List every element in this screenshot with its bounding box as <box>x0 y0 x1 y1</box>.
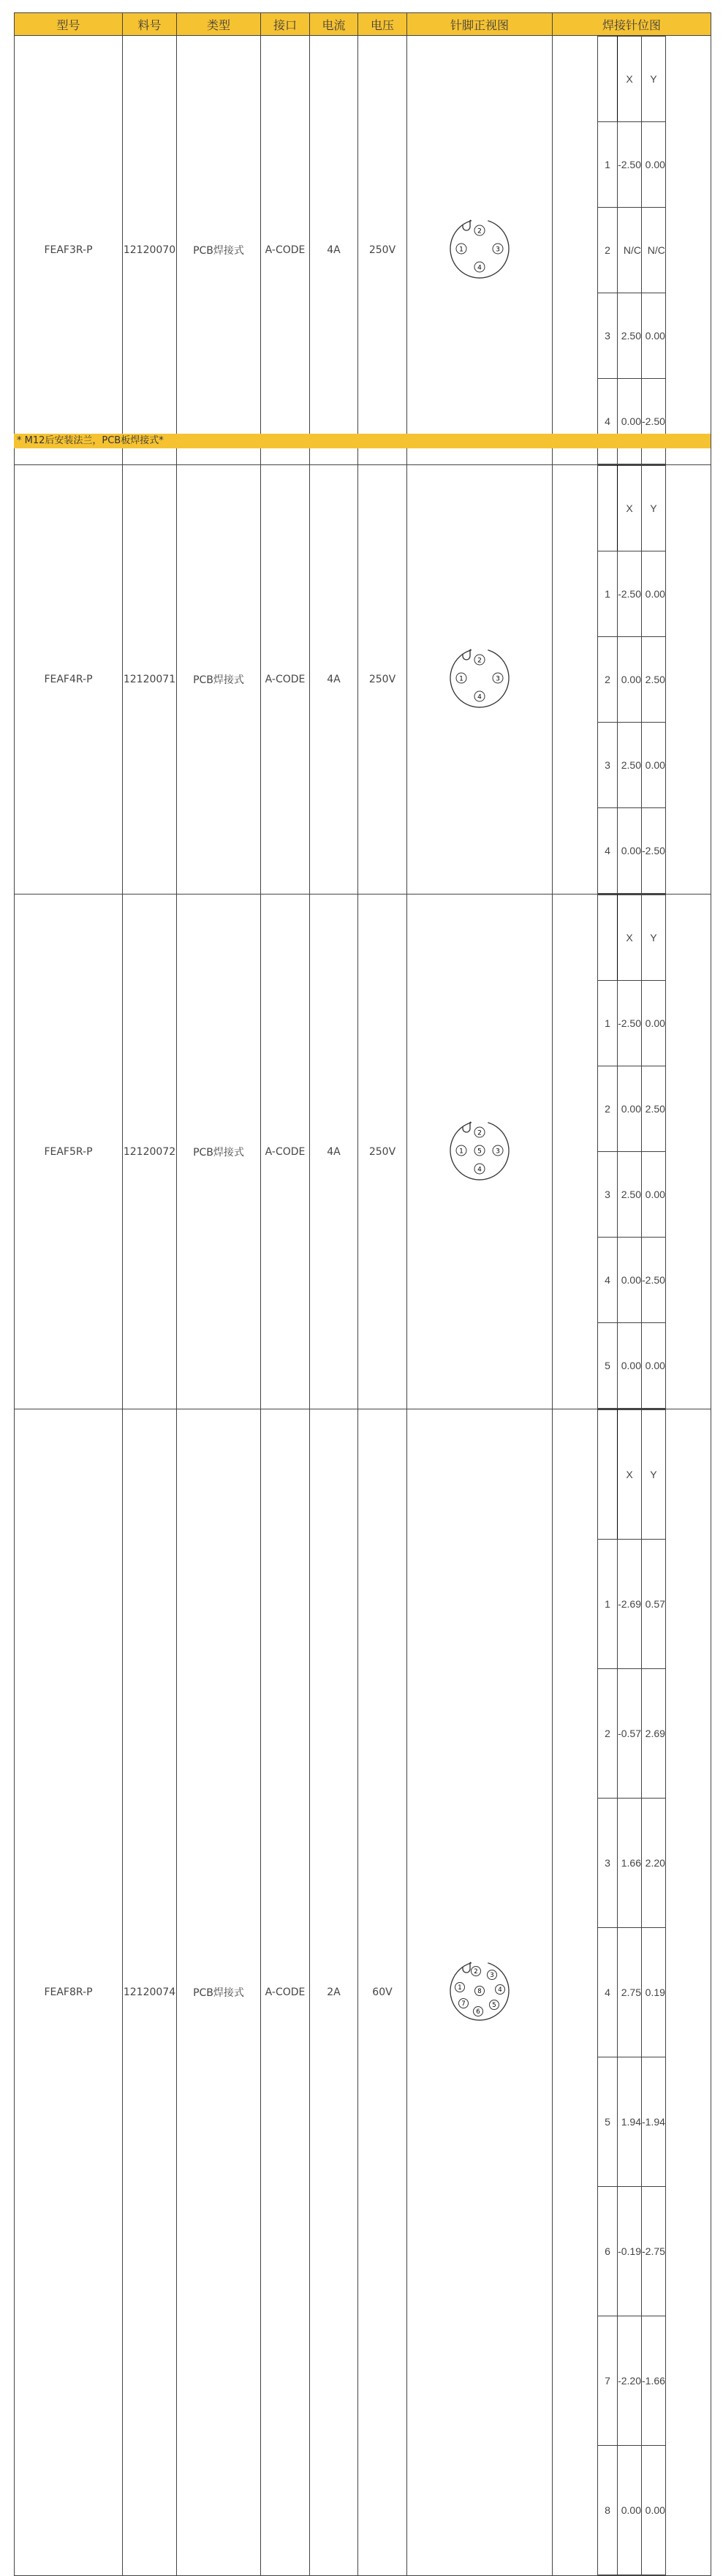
svg-text:1: 1 <box>459 675 463 683</box>
svg-text:2: 2 <box>474 1968 478 1976</box>
table-row <box>15 1409 711 2576</box>
pin-2 <box>474 655 485 665</box>
part-cell: 12120072 <box>123 895 177 1409</box>
svg-text:3: 3 <box>496 1148 500 1155</box>
pin-5 <box>474 1145 485 1156</box>
header-pin-front-view: 针脚正视图 <box>407 13 553 36</box>
voltage-cell: 250V <box>358 895 407 1409</box>
header-voltage: 电压 <box>358 13 407 36</box>
type-cell: PCB焊接式 <box>177 465 261 895</box>
pin-2 <box>474 225 485 236</box>
pin-3 <box>493 244 503 254</box>
svg-text:1: 1 <box>459 1148 463 1155</box>
pin-8 <box>475 1986 485 1996</box>
header-current: 电流 <box>310 13 358 36</box>
model-cell: FEAF4R-P <box>15 465 123 895</box>
voltage-cell: 250V <box>358 465 407 895</box>
interface-cell: A-CODE <box>261 895 310 1409</box>
pin-4 <box>474 262 485 272</box>
model-cell: FEAF3R-P <box>15 36 123 465</box>
type-cell: PCB焊接式 <box>177 1409 261 2576</box>
coord-cell <box>553 36 711 465</box>
voltage-cell: 60V <box>358 1409 407 2576</box>
interface-cell: A-CODE <box>261 36 310 465</box>
header-model: 型号 <box>15 13 123 36</box>
model-cell: FEAF5R-P <box>15 895 123 1409</box>
coord-cell <box>553 895 711 1409</box>
pin-2 <box>472 1967 481 1976</box>
pin-coordinate-table: X Y 1 -2.50 0.00 2 0.00 2.50 3 2.50 0.00 4 0.00 -2.50 5 0.00 0.00 <box>597 895 666 1409</box>
pin-coordinate-table: X Y 1 -2.50 0.00 2 N/C N/C 3 2.50 0.00 4 0.00 -2.50 <box>597 36 666 464</box>
pin-diagram-cell <box>407 895 553 1409</box>
svg-text:3: 3 <box>496 246 500 254</box>
header-solder-pin-map: 焊接针位图 <box>553 13 711 36</box>
coord-cell <box>553 465 711 895</box>
svg-text:4: 4 <box>477 1166 482 1173</box>
pin-4 <box>496 1985 505 1995</box>
svg-text:6: 6 <box>476 2008 480 2016</box>
type-cell: PCB焊接式 <box>177 36 261 465</box>
svg-text:3: 3 <box>490 1972 494 1980</box>
type-cell: PCB焊接式 <box>177 895 261 1409</box>
pin-3 <box>488 1970 497 1980</box>
header-row <box>15 13 711 36</box>
header-type: 类型 <box>177 13 261 36</box>
svg-text:4: 4 <box>477 264 482 272</box>
model-cell: FEAF8R-P <box>15 1409 123 2576</box>
pin-3 <box>493 1145 503 1156</box>
interface-cell: A-CODE <box>261 465 310 895</box>
spec-table <box>14 12 711 2576</box>
interface-cell: A-CODE <box>261 1409 310 2576</box>
pin-2 <box>474 1127 485 1137</box>
svg-text:1: 1 <box>458 1984 462 1992</box>
svg-text:1: 1 <box>459 246 463 254</box>
svg-text:4: 4 <box>498 1986 502 1995</box>
footnote-bar: * M12后安装法兰，PCB板焊接式* <box>14 434 711 448</box>
table-row <box>15 36 711 465</box>
pin-coordinate-table: X Y 1 -2.50 0.00 2 0.00 2.50 3 2.50 0.00 4 0.00 -2.50 <box>597 465 666 894</box>
svg-text:8: 8 <box>477 1988 482 1996</box>
pin-diagram-cell <box>407 1409 553 2576</box>
svg-text:3: 3 <box>496 675 500 683</box>
coord-cell <box>553 1409 711 2576</box>
current-cell: 4A <box>310 36 358 465</box>
svg-text:2: 2 <box>477 1129 482 1137</box>
pin-4 <box>474 691 485 701</box>
connector-face-diagram <box>443 1118 516 1183</box>
svg-text:5: 5 <box>477 1148 482 1155</box>
table-row <box>15 895 711 1409</box>
pin-4 <box>474 1164 485 1174</box>
current-cell: 4A <box>310 895 358 1409</box>
part-cell: 12120070 <box>123 36 177 465</box>
pin-6 <box>474 2007 483 2016</box>
connector-face-diagram <box>443 645 516 711</box>
svg-text:7: 7 <box>461 2000 466 2008</box>
header-part: 料号 <box>123 13 177 36</box>
pin-5 <box>490 2000 499 2010</box>
table-row <box>15 465 711 895</box>
pin-1 <box>455 1983 465 1992</box>
pin-3 <box>493 673 503 683</box>
pin-diagram-cell <box>407 36 553 465</box>
pin-diagram-cell <box>407 465 553 895</box>
current-cell: 4A <box>310 465 358 895</box>
svg-text:2: 2 <box>477 227 482 236</box>
pin-1 <box>456 244 466 254</box>
voltage-cell: 250V <box>358 36 407 465</box>
svg-text:2: 2 <box>477 657 482 665</box>
header-interface: 接口 <box>261 13 310 36</box>
svg-text:4: 4 <box>477 693 482 701</box>
pin-7 <box>459 1999 469 2008</box>
connector-face-diagram <box>443 216 516 282</box>
pin-1 <box>456 1145 466 1156</box>
svg-text:5: 5 <box>492 2002 496 2010</box>
part-cell: 12120074 <box>123 1409 177 2576</box>
pin-1 <box>456 673 466 683</box>
current-cell: 2A <box>310 1409 358 2576</box>
connector-face-diagram <box>443 1958 516 2024</box>
part-cell: 12120071 <box>123 465 177 895</box>
pin-coordinate-table: X Y 1 -2.69 0.57 2 -0.57 2.69 3 1.66 2.20 4 2.75 0.19 5 1.94 -1.94 6 -0.19 -2.75 7 -2.20 -1.66 8 0.00 0.00 <box>597 1409 666 2575</box>
